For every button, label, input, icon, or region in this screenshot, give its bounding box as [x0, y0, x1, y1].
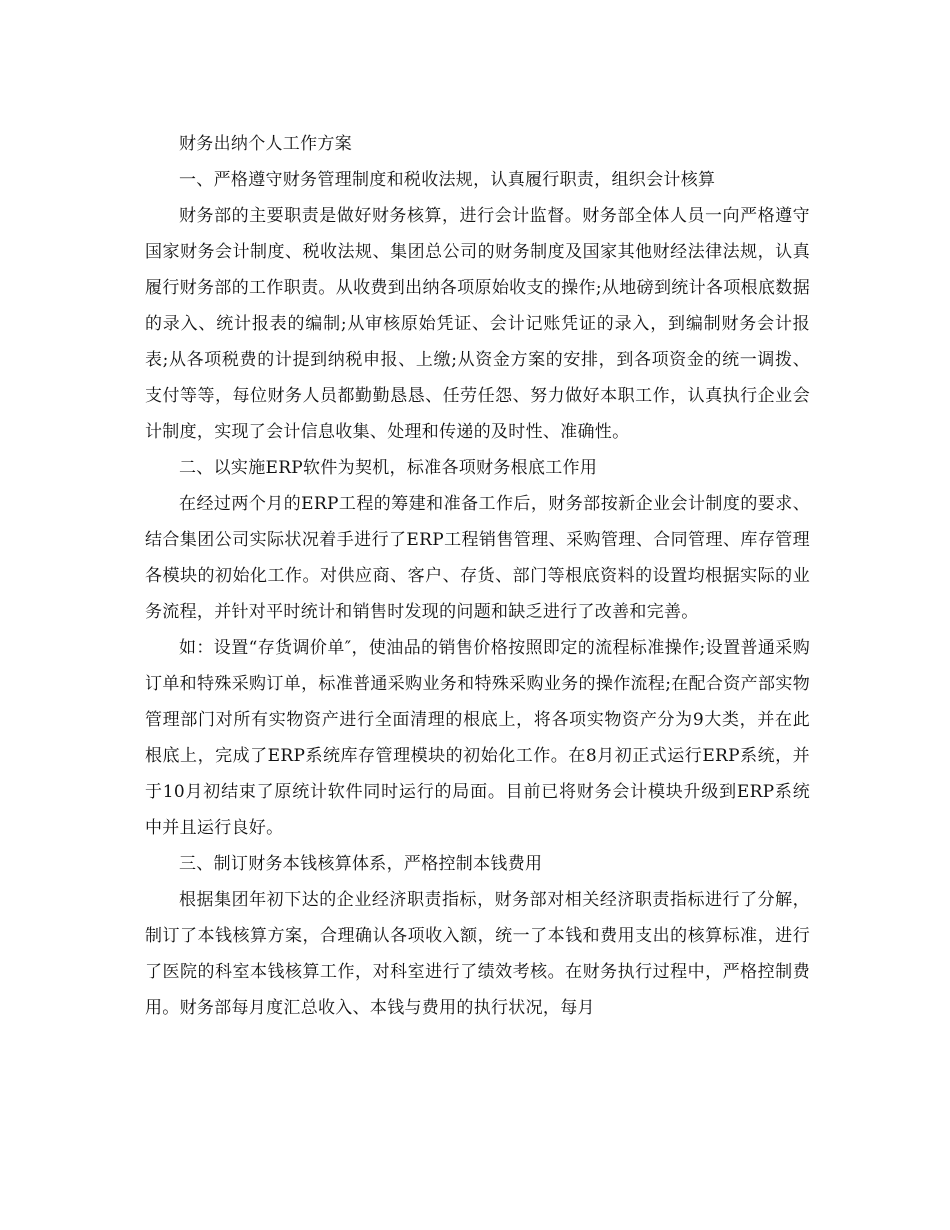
paragraph-2: 在经过两个月的ERP工程的筹建和准备工作后，财务部按新企业会计制度的要求、结合集团公司实际状况着手进行了ERP工程销售管理、采购管理、合同管理、库存管理各模块的初始化工作。对供应商、客户、存货、部门等根底资料的设置均根据实际的业务流程，并针对平时统计和销售时发现的问题和缺乏进行了改善和完善。 — [145, 494, 810, 622]
paragraph-4: 根据集团年初下达的企业经济职责指标，财务部对相关经济职责指标进行了分解，制订了本钱核算方案，合理确认各项收入额，统一了本钱和费用支出的核算标准，进行了医院的科室本钱核算工作，对科室进行了绩效考核。在财务执行过程中，严格控制费用。财务部每月度汇总收入、本钱与费用的执行状况，每月 — [145, 890, 810, 1018]
section-heading-3: 三、制订财务本钱核算体系，严格控制本钱费用 — [179, 854, 543, 874]
paragraph-3: 如：设置“存货调价单″，使油品的销售价格按照即定的流程标准操作;设置普通采购订单和特殊采购订单，标准普通采购业务和特殊采购业务的操作流程;在配合资产部实物管理部门对所有实物资产进行全面清理的根底上，将各项实物资产分为9大类，并在此根底上，完成了ERP系统库存管理模块的初始化工作。在8月初正式运行ERP系统，并于10月初结束了原统计软件同时运行的局面。目前已将财务会计模块升级到ERP系统中并且运行良好。 — [145, 638, 810, 838]
document-title: 财务出纳个人工作方案 — [179, 134, 352, 154]
section-heading-1: 一、严格遵守财务管理制度和税收法规，认真履行职责，组织会计核算 — [179, 170, 716, 190]
paragraph-1: 财务部的主要职责是做好财务核算，进行会计监督。财务部全体人员一向严格遵守国家财务会计制度、税收法规、集团总公司的财务制度及国家其他财经法律法规，认真履行财务部的工作职责。从收费到出纳各项原始收支的操作;从地磅到统计各项根底数据的录入、统计报表的编制;从审核原始凭证、会计记账凭证的录入，到编制财务会计报表;从各项税费的计提到纳税申报、上缴;从资金方案的安排，到各项资金的统一调拨、支付等等，每位财务人员都勤勤恳恳、任劳任怨、努力做好本职工作，认真执行企业会计制度，实现了会计信息收集、处理和传递的及时性、准确性。 — [145, 206, 810, 442]
document-body — [145, 126, 810, 1026]
section-heading-2: 二、以实施ERP软件为契机，标准各项财务根底工作用 — [179, 458, 598, 478]
